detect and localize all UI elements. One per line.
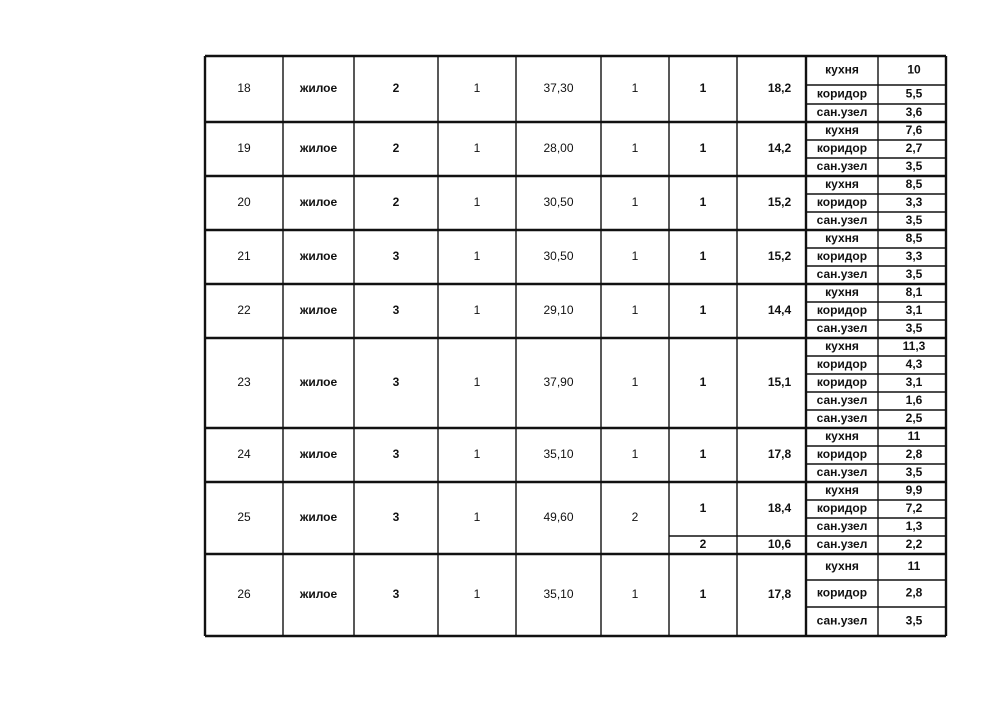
aux-room-name: коридор [816,195,868,210]
room-count: 1 [631,447,639,462]
room-area: 18,4 [767,501,792,516]
count-cell: 1 [473,81,481,96]
room-index: 1 [699,447,707,462]
total-area: 37,30 [543,81,574,96]
apartment-number: 22 [237,303,251,318]
count-cell: 1 [473,249,481,264]
room-index: 1 [699,195,707,210]
floor-number: 3 [392,249,400,264]
total-area: 37,90 [543,375,574,390]
count-cell: 1 [473,195,481,210]
room-index: 1 [699,249,707,264]
count-cell: 1 [473,141,481,156]
aux-room-area: 10 [907,62,921,77]
aux-room-name: сан.узел [816,105,868,120]
aux-room-name: коридор [816,303,868,318]
aux-room-name: сан.узел [816,213,868,228]
aux-room-area: 3,5 [905,213,923,228]
aux-room-name: сан.узел [816,537,868,552]
floor-number: 3 [392,447,400,462]
room-index: 1 [699,81,707,96]
aux-room-area: 2,2 [905,537,923,552]
aux-room-name: кухня [825,62,859,77]
aux-room-area: 3,1 [905,303,923,318]
floor-number: 2 [392,81,400,96]
total-area: 30,50 [543,249,574,264]
aux-room-name: сан.узел [816,159,868,174]
aux-room-area: 8,1 [905,285,923,300]
room-area: 15,1 [767,375,792,390]
room-count: 1 [631,587,639,602]
room-area: 14,2 [767,141,792,156]
floor-number: 3 [392,587,400,602]
room-area: 17,8 [767,587,792,602]
total-area: 28,00 [543,141,574,156]
aux-room-name: кухня [825,429,859,444]
room-index: 1 [699,375,707,390]
aux-room-area: 11 [907,429,921,444]
apartment-type: жилое [299,249,338,264]
aux-room-name: коридор [816,249,868,264]
count-cell: 1 [473,510,481,525]
aux-room-area: 9,9 [905,483,923,498]
aux-room-name: коридор [816,86,868,101]
aux-room-area: 3,3 [905,195,923,210]
aux-room-name: сан.узел [816,321,868,336]
total-area: 49,60 [543,510,574,525]
aux-room-name: кухня [825,123,859,138]
room-area: 15,2 [767,249,792,264]
apartment-type: жилое [299,375,338,390]
aux-room-name: кухня [825,483,859,498]
apartment-number: 23 [237,375,251,390]
apartment-number: 19 [237,141,251,156]
aux-room-name: коридор [816,141,868,156]
apartment-number: 26 [237,587,251,602]
aux-room-name: сан.узел [816,519,868,534]
count-cell: 1 [473,447,481,462]
room-count: 1 [631,303,639,318]
apartment-type: жилое [299,141,338,156]
apartment-number: 25 [237,510,251,525]
aux-room-area: 1,3 [905,519,923,534]
total-area: 35,10 [543,447,574,462]
aux-room-area: 3,3 [905,249,923,264]
aux-room-name: коридор [816,357,868,372]
apartment-type: жилое [299,303,338,318]
aux-room-name: коридор [816,447,868,462]
aux-room-area: 3,6 [905,105,923,120]
floor-number: 3 [392,375,400,390]
aux-room-name: сан.узел [816,613,868,628]
aux-room-area: 2,8 [905,585,923,600]
total-area: 30,50 [543,195,574,210]
aux-room-name: кухня [825,177,859,192]
apartment-number: 21 [237,249,251,264]
apartment-number: 24 [237,447,251,462]
aux-room-area: 3,5 [905,465,923,480]
aux-room-area: 7,6 [905,123,923,138]
aux-room-name: коридор [816,585,868,600]
aux-room-name: кухня [825,285,859,300]
aux-room-area: 11,3 [902,339,926,354]
count-cell: 1 [473,375,481,390]
aux-room-name: коридор [816,501,868,516]
aux-room-area: 3,1 [905,375,923,390]
aux-room-area: 2,7 [905,141,923,156]
room-area: 17,8 [767,447,792,462]
room-count: 1 [631,195,639,210]
count-cell: 1 [473,303,481,318]
room-area: 14,4 [767,303,792,318]
room-index: 1 [699,141,707,156]
aux-room-name: сан.узел [816,465,868,480]
aux-room-area: 5,5 [905,86,923,101]
aux-room-area: 4,3 [905,357,923,372]
floor-number: 3 [392,303,400,318]
aux-room-area: 8,5 [905,231,923,246]
aux-room-area: 2,5 [905,411,923,426]
floor-number: 2 [392,141,400,156]
apartment-type: жилое [299,195,338,210]
total-area: 35,10 [543,587,574,602]
room-area: 15,2 [767,195,792,210]
aux-room-area: 3,5 [905,321,923,336]
apartment-type: жилое [299,447,338,462]
aux-room-name: сан.узел [816,393,868,408]
aux-room-area: 3,5 [905,613,923,628]
room-count: 1 [631,141,639,156]
room-index: 2 [699,537,707,552]
floor-number: 3 [392,510,400,525]
floor-number: 2 [392,195,400,210]
aux-room-area: 3,5 [905,267,923,282]
aux-room-area: 2,8 [905,447,923,462]
aux-room-area: 3,5 [905,159,923,174]
aux-room-name: сан.узел [816,411,868,426]
aux-room-name: кухня [825,339,859,354]
aux-room-name: кухня [825,231,859,246]
aux-room-name: кухня [825,559,859,574]
room-area: 10,6 [767,537,792,552]
room-area: 18,2 [767,81,792,96]
apartment-type: жилое [299,510,338,525]
apartment-type: жилое [299,81,338,96]
apartment-type: жилое [299,587,338,602]
total-area: 29,10 [543,303,574,318]
aux-room-area: 11 [907,559,921,574]
room-index: 1 [699,501,707,516]
count-cell: 1 [473,587,481,602]
room-count: 2 [631,510,639,525]
aux-room-name: коридор [816,375,868,390]
room-count: 1 [631,375,639,390]
aux-room-name: сан.узел [816,267,868,282]
aux-room-area: 7,2 [905,501,923,516]
apartment-number: 20 [237,195,251,210]
room-count: 1 [631,81,639,96]
aux-room-area: 1,6 [905,393,923,408]
room-count: 1 [631,249,639,264]
aux-room-area: 8,5 [905,177,923,192]
apartment-number: 18 [237,81,251,96]
room-index: 1 [699,587,707,602]
room-index: 1 [699,303,707,318]
